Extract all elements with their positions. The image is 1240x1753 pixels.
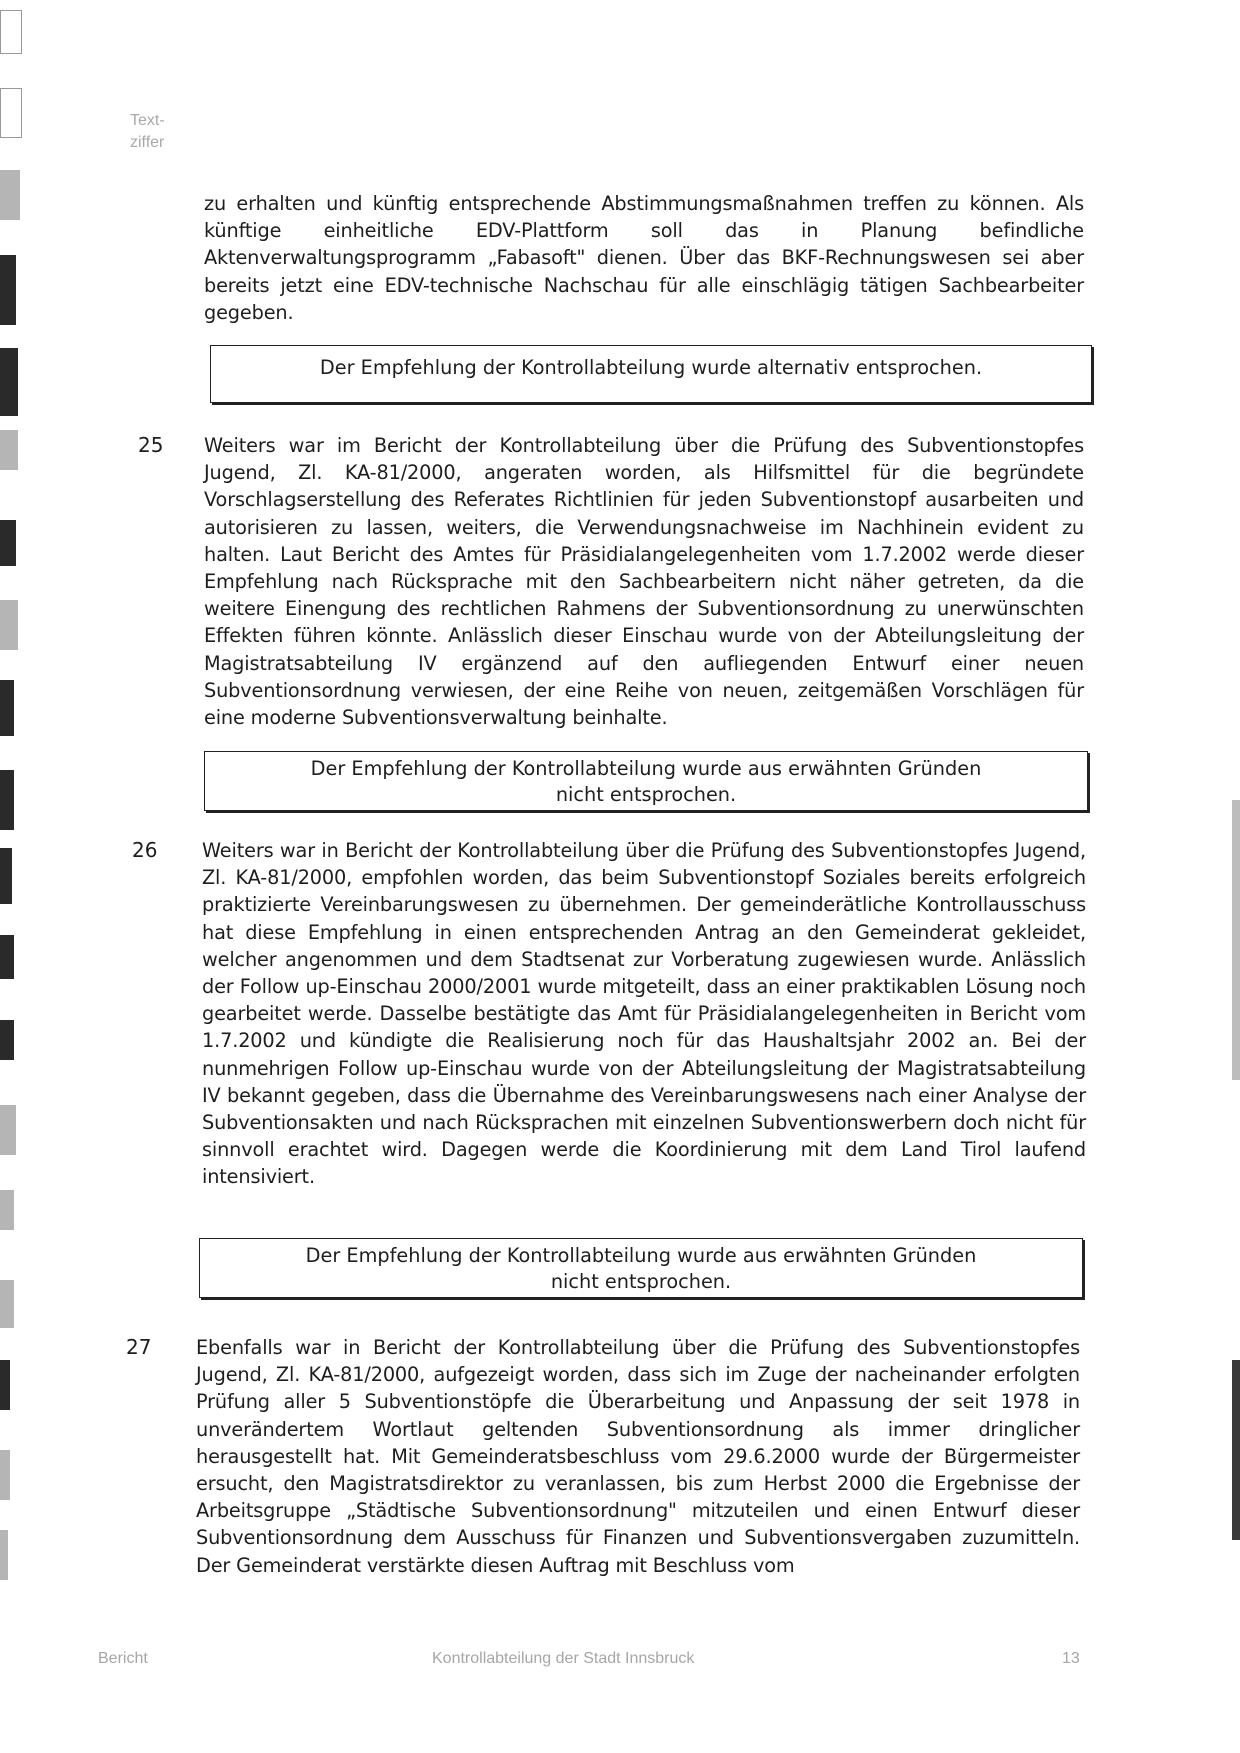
result-line-2: nicht entsprochen.: [555, 783, 737, 806]
scan-edge-right-dark: [1232, 1360, 1240, 1540]
result-line-1: Der Empfehlung der Kontrollabteilung wurde aus erwähnten Gründen: [310, 757, 982, 780]
scan-edge-artifacts: [0, 0, 28, 1753]
scan-edge-right-light: [1232, 800, 1240, 1080]
page-number: 13: [1062, 1650, 1080, 1667]
section-number: 25: [138, 433, 164, 457]
margin-header-line1: Text-: [130, 112, 165, 129]
section-25: [138, 432, 1084, 731]
section-number: 26: [132, 838, 158, 862]
margin-header-line2: ziffer: [130, 134, 165, 151]
section-paragraph: Weiters war in Bericht der Kontrollabteilung über die Prüfung des Subventionstopfes Jugend, Zl. KA-81/2000, empfohlen worden, das beim Subventionstopf Soziales bereits erfolgreich praktizierte Vereinbarungswesen zu übernehmen. Der gemeinderätliche Kontrollausschuss hat diese Empfehlung in einen entsprechenden Antrag an den Gemeinderat gekleidet, welcher angenommen und dem Stadtsenat zur Vorberatung zugewiesen wurde. Anlässlich der Follow up-Einschau 2000/2001 wurde mitgeteilt, dass an einer praktikablen Lösung noch gearbeitet werde. Dasselbe bestätigte das Amt für Präsidialangelegenheiten in Bericht vom 1.7.2002 und kündigte die Realisierung noch für das Haushaltsjahr 2002 an. Bei der nunmehrigen Follow up-Einschau wurde von der Abteilungsleitung der Magistratsabteilung IV bekannt gegeben, dass die Übernahme des Vereinbarungswesens nach einer Analyse der Subventionsakten und nach Rücksprachen mit einzelnen Subventionswerbern doch nicht für sinnvoll erachtet wird. Dagegen werde die Koordinierung mit dem Land Tirol laufend intensiviert.: [202, 839, 1086, 1189]
section-number: 27: [126, 1335, 152, 1359]
result-line-1: Der Empfehlung der Kontrollabteilung wurde aus erwähnten Gründen: [305, 1244, 977, 1267]
margin-header: [130, 110, 165, 154]
intro-result-text: Der Empfehlung der Kontrollabteilung wurde alternativ entsprochen.: [319, 356, 983, 379]
intro-block: [204, 190, 1084, 326]
intro-paragraph: zu erhalten und künftig entsprechende Abstimmungsmaßnahmen treffen zu können. Als künftige einheitliche EDV-Plattform soll das in Planung befindliche Aktenverwaltungsprogramm „Fabasoft" dienen. Über das BKF-Rechnungswesen sei aber bereits jetzt eine EDV-technische Nachschau für alle einschlägig tätigen Sachbearbeiter gegeben.: [204, 192, 1084, 324]
section-paragraph: Ebenfalls war in Bericht der Kontrollabteilung über die Prüfung des Subventionstopfes Jugend, Zl. KA-81/2000, aufgezeigt worden, dass sich im Zuge der nacheinander erfolgten Prüfung aller 5 Subventionstöpfe die Überarbeitung und Anpassung der seit 1978 in unverändertem Wortlaut geltenden Subventionsordnung als immer dringlicher herausgestellt hat. Mit Gemeinderatsbeschluss vom 29.6.2000 wurde der Bürgermeister ersucht, den Magistratsdirektor zu veranlassen, bis zum Herbst 2000 die Ergebnisse der Arbeitsgruppe „Städtische Subventionsordnung" mitzuteilen und einen Entwurf dieser Subventionsordnung dem Ausschuss für Finanzen und Subventionsvergaben zuzumitteln. Der Gemeinderat verstärkte diesen Auftrag mit Beschluss vom: [196, 1336, 1080, 1577]
section-27: [126, 1334, 1080, 1579]
section-25-result-box: [204, 751, 1088, 811]
footer-organization: Kontrollabteilung der Stadt Innsbruck: [432, 1650, 695, 1667]
result-line-2: nicht entsprochen.: [550, 1270, 732, 1293]
footer-report-label: Bericht: [98, 1650, 148, 1667]
section-26: [132, 837, 1086, 1191]
section-paragraph: Weiters war im Bericht der Kontrollabteilung über die Prüfung des Subventionstopfes Jugend, Zl. KA-81/2000, angeraten worden, als Hilfsmittel für die begründete Vorschlagserstellung des Referates Richtlinien für jeden Subventionstopf ausarbeiten und autorisieren zu lassen, weiters, die Verwendungsnachweise im Nachhinein evident zu halten. Laut Bericht des Amtes für Präsidialangelegenheiten vom 1.7.2002 werde dieser Empfehlung nach Rücksprache mit den Sachbearbeitern nicht näher getreten, da die weitere Einengung des rechtlichen Rahmens der Subventionsordnung zu unerwünschten Effekten führen könnte. Anlässlich dieser Einschau wurde von der Abteilungsleitung der Magistratsabteilung IV ergänzend auf den aufliegenden Entwurf einer neuen Subventionsordnung verwiesen, der eine Reihe von neuen, zeitgemäßen Vorschlägen für eine moderne Subventionsverwaltung beinhalte.: [204, 434, 1084, 730]
intro-result-box: [210, 345, 1092, 403]
section-26-result-box: [199, 1238, 1083, 1298]
